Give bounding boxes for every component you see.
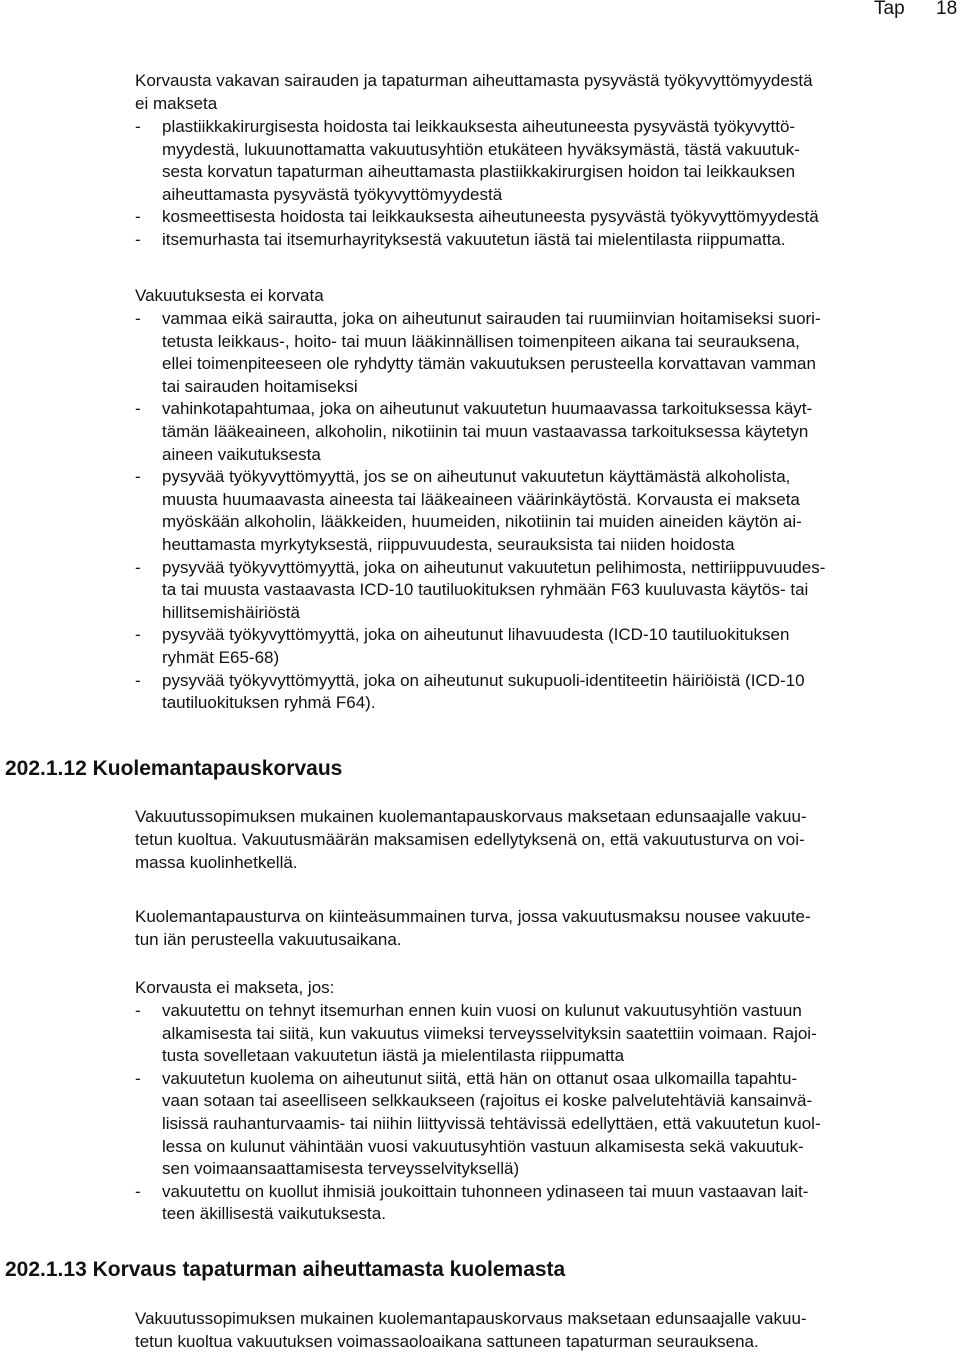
bullet-dash: - — [135, 1181, 141, 1201]
list-item-line: myydestä, lukuunottamatta vakuutusyhtiön etukäteen hyväksymästä, tästä vakuutuk- — [162, 139, 800, 159]
list-item-line: tämän lääkeaineen, alkoholin, nikotiinin tai muun vastaavassa tarkoituksessa käytetyn — [162, 422, 809, 441]
list-item-line: tautiluokituksen ryhmä F64). — [162, 693, 376, 713]
bullet-dash: - — [135, 309, 141, 328]
list-item-line: itsemurhasta tai itsemurhayrityksestä vakuutetun iästä tai mielentilasta riippumatta. — [162, 230, 786, 249]
list-item-line: teen äkillisestä vaikutuksesta. — [162, 1204, 386, 1224]
paragraph-line: ei makseta — [135, 94, 218, 113]
paragraph-line: Vakuutussopimuksen mukainen kuolemantapauskorvaus maksetaan edunsaajalle vakuu- — [135, 1309, 807, 1328]
list-item-line: tusta sovelletaan vakuutetun iästä ja mielentilasta riippumatta — [162, 1046, 625, 1066]
bullet-dash: - — [135, 467, 141, 487]
list-item-line: alkamisesta tai siitä, kun vakuutus viimeksi terveysselvityksin saatettiin voimaan. Rajoi- — [162, 1023, 817, 1043]
list-item-line: ryhmät E65-68) — [162, 648, 280, 667]
paragraph-line: Korvausta vakavan sairauden ja tapaturman aiheuttamasta pysyvästä työkyvyttömyydestä — [135, 71, 813, 90]
list-item-line: ellei toimenpiteeseen ole ryhdytty tämän vakuutuksen perusteella korvattavan vamman — [162, 354, 816, 374]
list-item-line: myöskään alkoholin, lääkkeiden, huumeiden, nikotiinin tai muiden aineiden käytön ai- — [162, 512, 802, 532]
list-item-line: sen voimaansaattamisesta terveysselvityksellä) — [162, 1159, 520, 1179]
list-item-line: ta tai muusta vastaavasta ICD-10 tautiluokituksen ryhmään F63 kuuluvasta käytös- tai — [162, 580, 809, 600]
list-item-line: vakuutetun kuolema on aiheutunut siitä, että hän on ottanut osaa ulkomailla tapahtu- — [162, 1068, 798, 1088]
list-item-line: plastiikkakirurgisesta hoidosta tai leikkauksesta aiheutuneesta pysyvästä työkyvyttö- — [162, 117, 796, 136]
section-heading-202-1-12: 202.1.12 Kuolemantapauskorvaus — [5, 757, 343, 780]
list-item-line: aiheuttamasta pysyvästä työkyvyttömyydestä — [162, 184, 503, 204]
bullet-dash: - — [135, 207, 141, 227]
list-item-line: pysyvää työkyvyttömyyttä, joka on aiheutunut vakuutetun pelihimosta, nettiriippuvuudes- — [162, 557, 826, 577]
list-item-line: tetusta leikkaus-, hoito- tai muun lääkinnällisen toimenpiteen aikana tai seurauksena, — [162, 331, 800, 351]
paragraph-line: Vakuutussopimuksen mukainen kuolemantapauskorvaus maksetaan edunsaajalle vakuu- — [135, 807, 807, 826]
list-item-line: vammaa eikä sairautta, joka on aiheutunut sairauden tai ruumiinvian hoitamiseksi suori- — [162, 309, 821, 328]
bullet-dash: - — [135, 1068, 141, 1088]
bullet-list-exclusions — [135, 308, 955, 738]
list-item-line: kosmeettisesta hoidosta tai leikkauksesta aiheutuneesta pysyvästä työkyvyttömyydestä — [162, 207, 819, 227]
list-item-line: hillitsemishäiriöstä — [162, 602, 300, 622]
list-item-line: pysyvää työkyvyttömyyttä, joka on aiheutunut sukupuoli-identiteetin häiriöistä (ICD-10 — [162, 670, 805, 690]
paragraph-line: tun iän perusteella vakuutusaikana. — [135, 930, 402, 949]
list-item-line: tai sairauden hoitamiseksi — [162, 376, 358, 396]
list-item-line: vaan sotaan tai aseelliseen selkkaukseen (rajoitus ei koske palvelutehtäviä kansainvä- — [162, 1091, 813, 1111]
bullet-dash: - — [135, 230, 141, 249]
list-item-line: vakuutettu on tehnyt itsemurhan ennen kuin vuosi on kulunut vakuutusyhtiön vastuun — [162, 1001, 802, 1020]
paragraph-line: Kuolemantapausturva on kiinteäsummainen turva, jossa vakuutusmaksu nousee vakuute- — [135, 907, 811, 926]
list-item-line: pysyvää työkyvyttömyyttä, joka on aiheutunut lihavuudesta (ICD-10 tautiluokituksen — [162, 625, 790, 645]
paragraph-line: tetun kuoltua vakuutuksen voimassaoloaikana sattuneen tapaturman seurauksena. — [135, 1332, 759, 1351]
bullet-dash: - — [135, 625, 141, 645]
page-number: 18 — [936, 0, 958, 19]
list-item-line: heuttamasta myrkytyksestä, riippuvuudesta, seurauksista tai niiden hoidosta — [162, 535, 735, 554]
paragraph-line: Vakuutuksesta ei korvata — [135, 286, 324, 305]
list-item-line: muusta huumaavasta aineesta tai lääkeaineen väärinkäytöstä. Korvausta ei makseta — [162, 489, 800, 509]
list-item-line: vahinkotapahtumaa, joka on aiheutunut vakuutetun huumaavassa tarkoituksessa käyt- — [162, 399, 813, 419]
list-item-line: vakuutettu on kuollut ihmisiä joukoittain tuhonneen ydinaseen tai muun vastaavan lait- — [162, 1181, 809, 1201]
bullet-dash: - — [135, 117, 141, 136]
paragraph-line: Korvausta ei makseta, jos: — [135, 978, 335, 997]
list-item-line: lessa on kulunut vähintään vuosi vakuutusyhtiön vastuun alkamisesta sekä vakuutuk- — [162, 1136, 804, 1156]
bullet-list-previous — [135, 116, 955, 256]
list-item-line: pysyvää työkyvyttömyyttä, jos se on aiheutunut vakuutetun käyttämästä alkoholista, — [162, 467, 791, 487]
section-heading-202-1-13: 202.1.13 Korvaus tapaturman aiheuttamasta kuolemasta — [5, 1258, 566, 1281]
list-item-line: lisissä rauhanturvaamis- tai niihin liittyvissä tehtävissä edellyttäen, että vakuutetun kuol- — [162, 1114, 821, 1133]
list-item-line: sesta korvatun tapaturman aiheuttamasta plastiikkakirurgisen hoidon tai leikkauksen — [162, 162, 796, 182]
header-label: Tap — [874, 0, 905, 19]
bullet-dash: - — [135, 557, 141, 577]
paragraph-line: tetun kuoltua. Vakuutusmäärän maksamisen edellytyksenä on, että vakuutusturva on voi- — [135, 830, 805, 849]
bullet-dash: - — [135, 399, 141, 419]
paragraph-line: massa kuolinhetkellä. — [135, 853, 298, 872]
bullet-dash: - — [135, 670, 141, 690]
bullet-dash: - — [135, 1001, 141, 1020]
list-item-line: aineen vaikutuksesta — [162, 444, 321, 464]
bullet-list-death-exclusions — [135, 1000, 955, 1240]
